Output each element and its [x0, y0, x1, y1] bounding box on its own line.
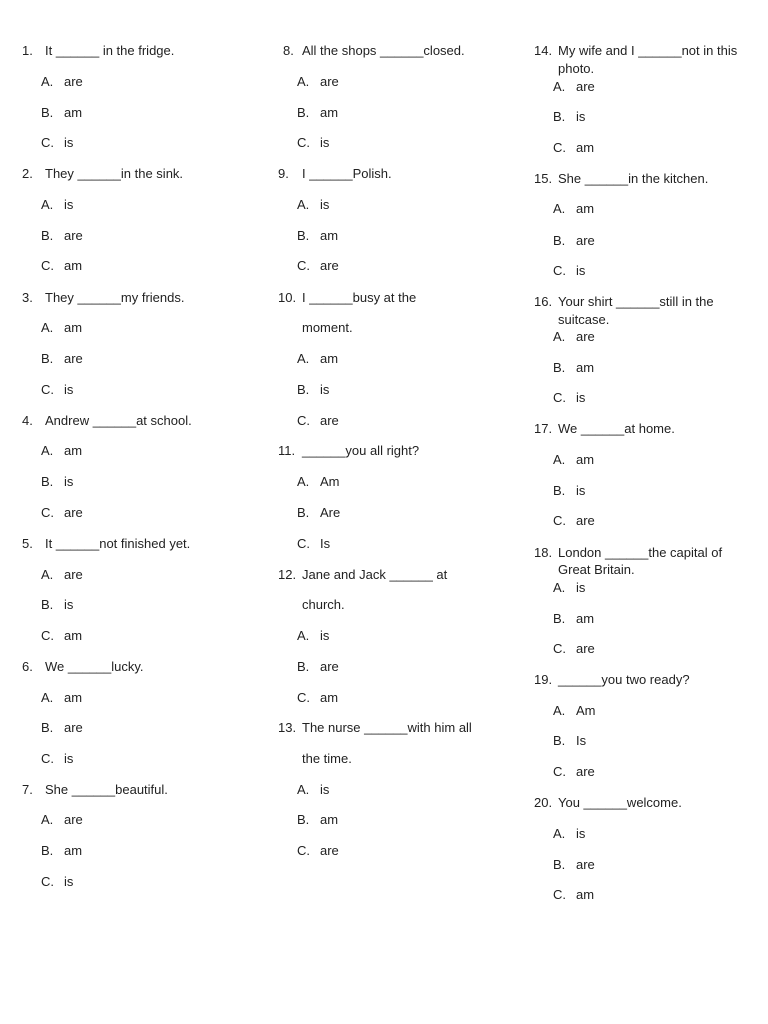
option-letter: B.: [553, 857, 566, 872]
question-text-line2: Great Britain.: [558, 562, 635, 577]
option-text: am: [576, 140, 595, 155]
option-letter: B.: [553, 483, 566, 498]
option-letter: A.: [41, 320, 54, 335]
option-letter: A.: [553, 79, 566, 94]
option-letter: A.: [41, 443, 54, 458]
question-text: They ______my friends.: [45, 290, 185, 305]
option-text: are: [320, 413, 339, 428]
question-number: 13.: [278, 720, 297, 735]
option-letter: A.: [553, 580, 566, 595]
option-letter: C.: [553, 390, 566, 405]
option-letter: C.: [41, 382, 54, 397]
question-text: My wife and I ______not in this: [558, 43, 738, 58]
option-text: are: [320, 74, 339, 89]
option-letter: A.: [553, 329, 566, 344]
question-number: 19.: [534, 672, 553, 687]
option-letter: A.: [297, 74, 310, 89]
question-text: I ______busy at the: [302, 290, 417, 305]
option-letter: B.: [297, 659, 310, 674]
option-text: Is: [320, 536, 331, 551]
option-letter: C.: [553, 641, 566, 656]
question-text: She ______beautiful.: [45, 782, 168, 797]
option-letter: C.: [41, 751, 54, 766]
option-text: is: [576, 263, 586, 278]
option-text: are: [64, 505, 83, 520]
option-text: are: [64, 351, 83, 366]
option-letter: A.: [553, 452, 566, 467]
question-number: 18.: [534, 545, 553, 560]
option-text: Are: [320, 505, 341, 520]
question-number: 15.: [534, 171, 553, 186]
option-text: is: [576, 580, 586, 595]
option-text: are: [64, 228, 83, 243]
option-letter: B.: [41, 597, 54, 612]
option-letter: C.: [553, 140, 566, 155]
question-text-line2: moment.: [302, 320, 353, 335]
option-letter: C.: [553, 263, 566, 278]
option-text: am: [576, 887, 595, 902]
option-text: is: [64, 751, 74, 766]
option-text: is: [64, 474, 74, 489]
option-letter: B.: [553, 233, 566, 248]
option-text: is: [320, 197, 330, 212]
option-letter: A.: [553, 703, 566, 718]
option-text: am: [64, 843, 83, 858]
question-number: 20.: [534, 795, 553, 810]
option-text: is: [64, 597, 74, 612]
option-text: are: [576, 857, 595, 872]
option-text: are: [64, 567, 83, 582]
question-text: Andrew ______at school.: [45, 413, 192, 428]
question-text: ______you two ready?: [558, 672, 690, 687]
question-text: The nurse ______with him all: [302, 720, 472, 735]
option-letter: B.: [41, 720, 54, 735]
option-letter: B.: [41, 474, 54, 489]
option-text: am: [576, 201, 595, 216]
option-letter: A.: [297, 474, 310, 489]
option-text: am: [320, 351, 339, 366]
question-text-line2: the time.: [302, 751, 352, 766]
option-letter: C.: [297, 258, 310, 273]
option-text: am: [64, 690, 83, 705]
option-text: is: [64, 197, 74, 212]
option-letter: A.: [41, 197, 54, 212]
option-letter: C.: [297, 413, 310, 428]
option-text: am: [576, 452, 595, 467]
option-letter: B.: [41, 351, 54, 366]
question-text: All the shops ______closed.: [302, 43, 465, 58]
option-letter: B.: [297, 105, 310, 120]
question-number: 4.: [22, 413, 33, 428]
option-text: is: [64, 382, 74, 397]
question-text: We ______lucky.: [45, 659, 144, 674]
option-letter: B.: [553, 109, 566, 124]
question-text: It ______ in the fridge.: [45, 43, 175, 58]
option-letter: A.: [41, 812, 54, 827]
question-number: 5.: [22, 536, 33, 551]
option-text: am: [320, 105, 339, 120]
option-text: are: [576, 641, 595, 656]
option-text: am: [64, 320, 83, 335]
question-text-line2: photo.: [558, 61, 595, 76]
option-letter: C.: [553, 887, 566, 902]
option-letter: C.: [41, 505, 54, 520]
option-letter: B.: [553, 611, 566, 626]
option-letter: A.: [41, 690, 54, 705]
option-letter: B.: [297, 228, 310, 243]
option-text: are: [576, 764, 595, 779]
question-text: They ______in the sink.: [45, 166, 184, 181]
question-number: 12.: [278, 567, 297, 582]
option-text: am: [64, 443, 83, 458]
option-text: is: [320, 782, 330, 797]
option-text: are: [64, 720, 83, 735]
option-text: is: [576, 390, 586, 405]
option-text: are: [576, 233, 595, 248]
question-text-line2: church.: [302, 597, 345, 612]
option-letter: A.: [297, 351, 310, 366]
question-text: ______you all right?: [302, 443, 420, 458]
option-text: is: [576, 109, 586, 124]
option-letter: C.: [41, 135, 54, 150]
option-text: am: [320, 690, 339, 705]
option-letter: C.: [297, 536, 310, 551]
option-text: am: [576, 360, 595, 375]
option-letter: B.: [297, 382, 310, 397]
option-letter: B.: [41, 228, 54, 243]
option-letter: A.: [297, 628, 310, 643]
option-text: are: [320, 659, 339, 674]
option-letter: B.: [41, 843, 54, 858]
question-text: Your shirt ______still in the: [558, 294, 714, 309]
option-text: Am: [320, 474, 340, 489]
question-number: 6.: [22, 659, 33, 674]
option-text: is: [320, 628, 330, 643]
option-text: am: [576, 611, 595, 626]
question-text: London ______the capital of: [558, 545, 723, 560]
option-text: is: [576, 483, 586, 498]
option-letter: C.: [297, 135, 310, 150]
question-number: 14.: [534, 43, 553, 58]
option-text: are: [576, 79, 595, 94]
option-letter: A.: [297, 782, 310, 797]
option-text: are: [320, 843, 339, 858]
question-number: 16.: [534, 294, 553, 309]
option-letter: A.: [553, 201, 566, 216]
question-number: 7.: [22, 782, 33, 797]
option-text: is: [576, 826, 586, 841]
question-text: She ______in the kitchen.: [558, 171, 709, 186]
option-text: are: [576, 329, 595, 344]
option-letter: C.: [297, 690, 310, 705]
option-letter: C.: [41, 628, 54, 643]
option-text: is: [64, 135, 74, 150]
question-text: Jane and Jack ______ at: [302, 567, 448, 582]
option-letter: B.: [41, 105, 54, 120]
option-text: am: [64, 258, 83, 273]
option-letter: A.: [41, 567, 54, 582]
question-text: It ______not finished yet.: [45, 536, 191, 551]
question-number: 11.: [278, 443, 296, 458]
option-letter: C.: [553, 764, 566, 779]
option-text: is: [64, 874, 74, 889]
option-text: am: [64, 628, 83, 643]
question-number: 9.: [278, 166, 289, 181]
option-text: am: [320, 228, 339, 243]
question-number: 17.: [534, 421, 553, 436]
question-text: I ______Polish.: [302, 166, 392, 181]
option-letter: A.: [41, 74, 54, 89]
question-number: 3.: [22, 290, 33, 305]
option-text: am: [320, 812, 339, 827]
question-number: 8.: [283, 43, 294, 58]
option-letter: C.: [297, 843, 310, 858]
option-text: are: [576, 513, 595, 528]
option-letter: B.: [553, 733, 566, 748]
option-text: are: [320, 258, 339, 273]
option-text: Is: [576, 733, 587, 748]
question-number: 10.: [278, 290, 297, 305]
option-text: am: [64, 105, 83, 120]
option-text: Am: [576, 703, 596, 718]
question-number: 2.: [22, 166, 33, 181]
option-letter: C.: [41, 258, 54, 273]
option-text: is: [320, 135, 330, 150]
option-letter: A.: [297, 197, 310, 212]
option-letter: B.: [297, 505, 310, 520]
option-letter: B.: [553, 360, 566, 375]
option-letter: A.: [553, 826, 566, 841]
option-text: are: [64, 74, 83, 89]
question-text: We ______at home.: [558, 421, 675, 436]
question-number: 1.: [22, 43, 33, 58]
option-letter: C.: [553, 513, 566, 528]
option-text: are: [64, 812, 83, 827]
option-letter: C.: [41, 874, 54, 889]
question-text-line2: suitcase.: [558, 312, 610, 327]
option-letter: B.: [297, 812, 310, 827]
option-text: is: [320, 382, 330, 397]
question-text: You ______welcome.: [558, 795, 682, 810]
